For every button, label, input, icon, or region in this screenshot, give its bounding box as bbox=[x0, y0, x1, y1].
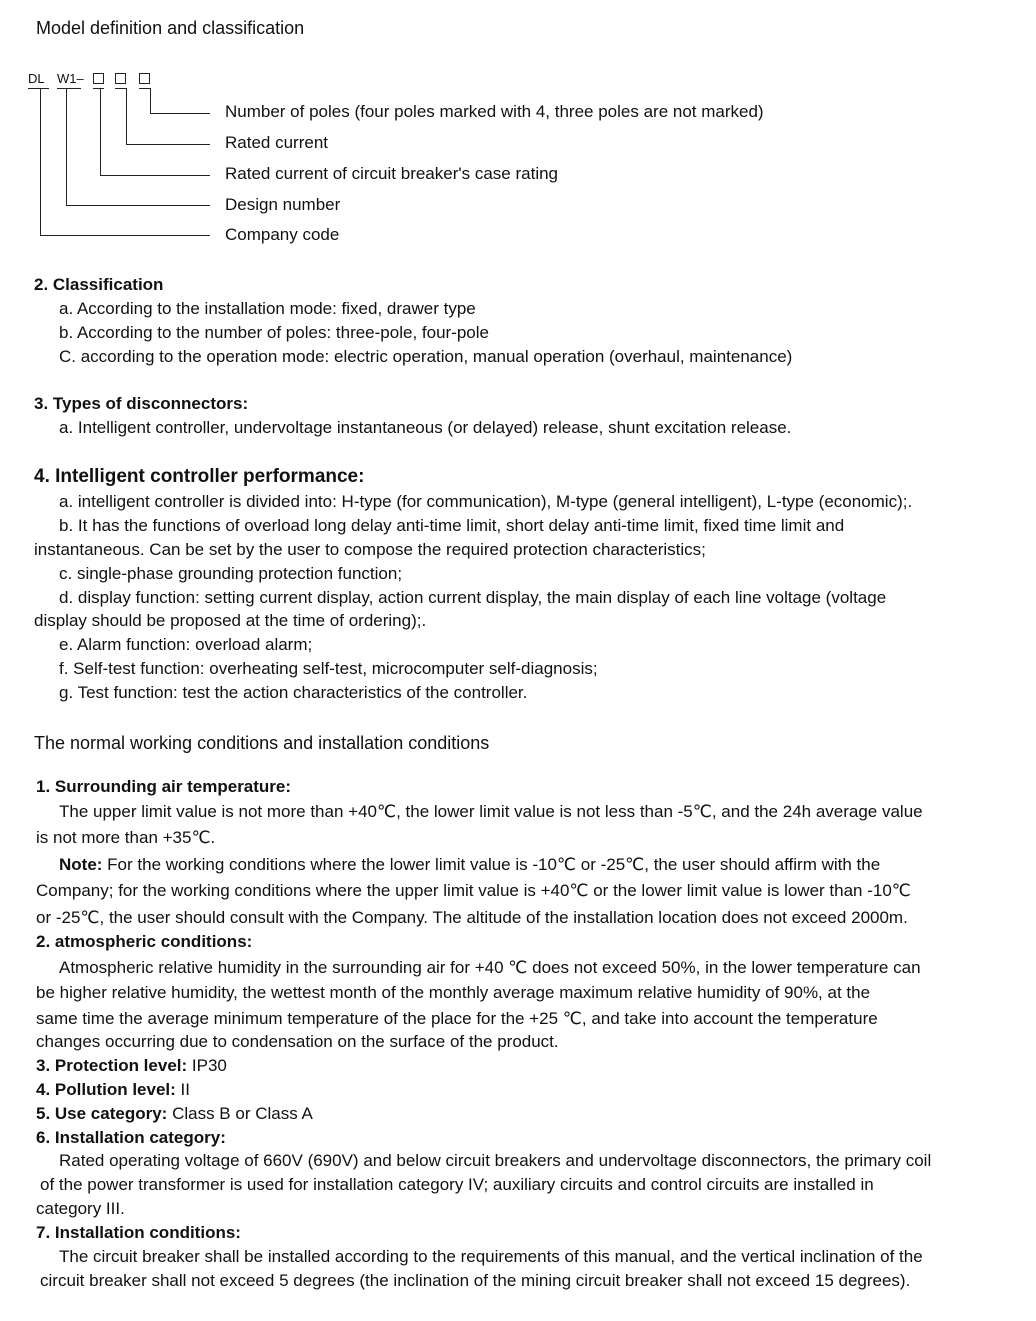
atmospheric-line-3: same time the average minimum temperature of the place for the +25 ℃, and take into account the temperature bbox=[36, 1009, 878, 1028]
controller-title: 4. Intelligent controller performance: bbox=[34, 466, 365, 487]
model-series: W1– bbox=[57, 71, 84, 86]
controller-line-b-cont: instantaneous. Can be set by the user to compose the required protection characteristics; bbox=[34, 540, 706, 559]
controller-line-f: f. Self-test function: overheating self-test, microcomputer self-diagnosis; bbox=[59, 659, 598, 678]
underline-box-1 bbox=[93, 88, 104, 89]
legend-company-code: Company code bbox=[225, 225, 340, 244]
section-title-model-definition: Model definition and classification bbox=[36, 18, 305, 38]
protection-value: IP30 bbox=[187, 1056, 227, 1075]
controller-line-b: b. It has the functions of overload long delay anti-time limit, short delay anti-time limit, fixed time limit and bbox=[59, 516, 845, 535]
atmospheric-line-2: be higher relative humidity, the wettest month of the monthly average maximum relative humidity of 90%, at the bbox=[36, 983, 871, 1002]
note-line-2: Company; for the working conditions where the upper limit value is +40℃ or the lower limit value is lower than -10℃ bbox=[36, 881, 911, 900]
conditions-title: The normal working conditions and installation conditions bbox=[34, 733, 490, 753]
lead-rated-current-h bbox=[126, 144, 210, 145]
placeholder-box-3 bbox=[139, 73, 150, 84]
protection-label: 3. Protection level: bbox=[36, 1056, 188, 1075]
installation-conditions-line-2: circuit breaker shall not exceed 5 degrees (the inclination of the mining circuit breaker shall not exceed 15 degrees). bbox=[40, 1271, 911, 1290]
underline-box-2 bbox=[115, 88, 126, 89]
pollution-value: II bbox=[175, 1080, 190, 1099]
controller-line-d: d. display function: setting current display, action current display, the main display of each line voltage (voltage bbox=[59, 588, 887, 607]
controller-line-d-cont: display should be proposed at the time of ordering);. bbox=[34, 611, 427, 630]
classification-title: 2. Classification bbox=[34, 275, 164, 294]
temperature-line-2: is not more than +35℃. bbox=[36, 828, 216, 847]
controller-line-a: a. intelligent controller is divided into: H-type (for communication), M-type (general intelligent), L-type (economic);. bbox=[59, 492, 913, 511]
classification-item-b: b. According to the number of poles: three-pole, four-pole bbox=[59, 323, 489, 342]
disconnectors-title: 3. Types of disconnectors: bbox=[34, 394, 249, 413]
legend-poles: Number of poles (four poles marked with 4, three poles are not marked) bbox=[225, 102, 764, 121]
legend-rated-current: Rated current bbox=[225, 133, 328, 152]
atmospheric-line-1: Atmospheric relative humidity in the surrounding air for +40 ℃ does not exceed 50%, in the lower temperature can bbox=[59, 958, 921, 977]
atmospheric-title: 2. atmospheric conditions: bbox=[36, 932, 253, 951]
protection-level bbox=[36, 1056, 227, 1076]
use-category bbox=[36, 1104, 313, 1124]
installation-category-line-2: of the power transformer is used for installation category IV; auxiliary circuits and control circuits are installed in bbox=[40, 1175, 874, 1194]
controller-line-e: e. Alarm function: overload alarm; bbox=[59, 635, 313, 654]
note-text-1: For the working conditions where the lower limit value is -10℃ or -25℃, the user should affirm with the bbox=[102, 855, 881, 874]
lead-case-rating bbox=[100, 88, 101, 175]
lead-company-code bbox=[40, 88, 41, 235]
controller-line-c: c. single-phase grounding protection function; bbox=[59, 564, 403, 583]
model-prefix: DL bbox=[28, 71, 45, 86]
legend-case-rating: Rated current of circuit breaker's case rating bbox=[225, 164, 559, 183]
lead-poles-h bbox=[150, 113, 210, 114]
classification-item-a: a. According to the installation mode: fixed, drawer type bbox=[59, 299, 476, 318]
lead-rated-current bbox=[126, 88, 127, 144]
lead-design-number bbox=[66, 88, 67, 205]
pollution-label: 4. Pollution level: bbox=[36, 1080, 176, 1099]
note-line-3: or -25℃, the user should consult with the Company. The altitude of the installation location does not exceed 2000m. bbox=[36, 908, 908, 927]
atmospheric-line-4: changes occurring due to condensation on the surface of the product. bbox=[36, 1032, 559, 1051]
underline-series bbox=[57, 88, 81, 89]
use-value: Class B or Class A bbox=[167, 1104, 313, 1123]
temperature-line-1: The upper limit value is not more than +40℃, the lower limit value is not less than -5℃, and the 24h average value bbox=[59, 802, 923, 821]
lead-design-number-h bbox=[66, 205, 210, 206]
lead-company-code-h bbox=[40, 235, 210, 236]
legend-design-number: Design number bbox=[225, 195, 341, 214]
installation-conditions-line-1: The circuit breaker shall be installed according to the requirements of this manual, and the vertical inclination of the bbox=[59, 1247, 923, 1266]
disconnectors-item-a: a. Intelligent controller, undervoltage instantaneous (or delayed) release, shunt excitation release. bbox=[59, 418, 792, 437]
installation-category-title: 6. Installation category: bbox=[36, 1128, 226, 1147]
temperature-title: 1. Surrounding air temperature: bbox=[36, 777, 292, 796]
controller-line-g: g. Test function: test the action characteristics of the controller. bbox=[59, 683, 528, 702]
installation-category-line-1: Rated operating voltage of 660V (690V) and below circuit breakers and undervoltage disconnectors, the primary coil bbox=[59, 1151, 932, 1170]
installation-conditions-title: 7. Installation conditions: bbox=[36, 1223, 241, 1242]
note-label: Note: bbox=[59, 855, 103, 874]
use-label: 5. Use category: bbox=[36, 1104, 168, 1123]
lead-poles bbox=[150, 88, 151, 113]
pollution-level bbox=[36, 1080, 190, 1100]
placeholder-box-2 bbox=[115, 73, 126, 84]
placeholder-box-1 bbox=[93, 73, 104, 84]
installation-category-line-3: category III. bbox=[36, 1199, 125, 1218]
lead-case-rating-h bbox=[100, 175, 210, 176]
underline-prefix bbox=[28, 88, 49, 89]
classification-item-c: C. according to the operation mode: electric operation, manual operation (overhaul, maintenance) bbox=[59, 347, 793, 366]
note-line-1 bbox=[59, 855, 880, 875]
underline-box-3 bbox=[139, 88, 150, 89]
